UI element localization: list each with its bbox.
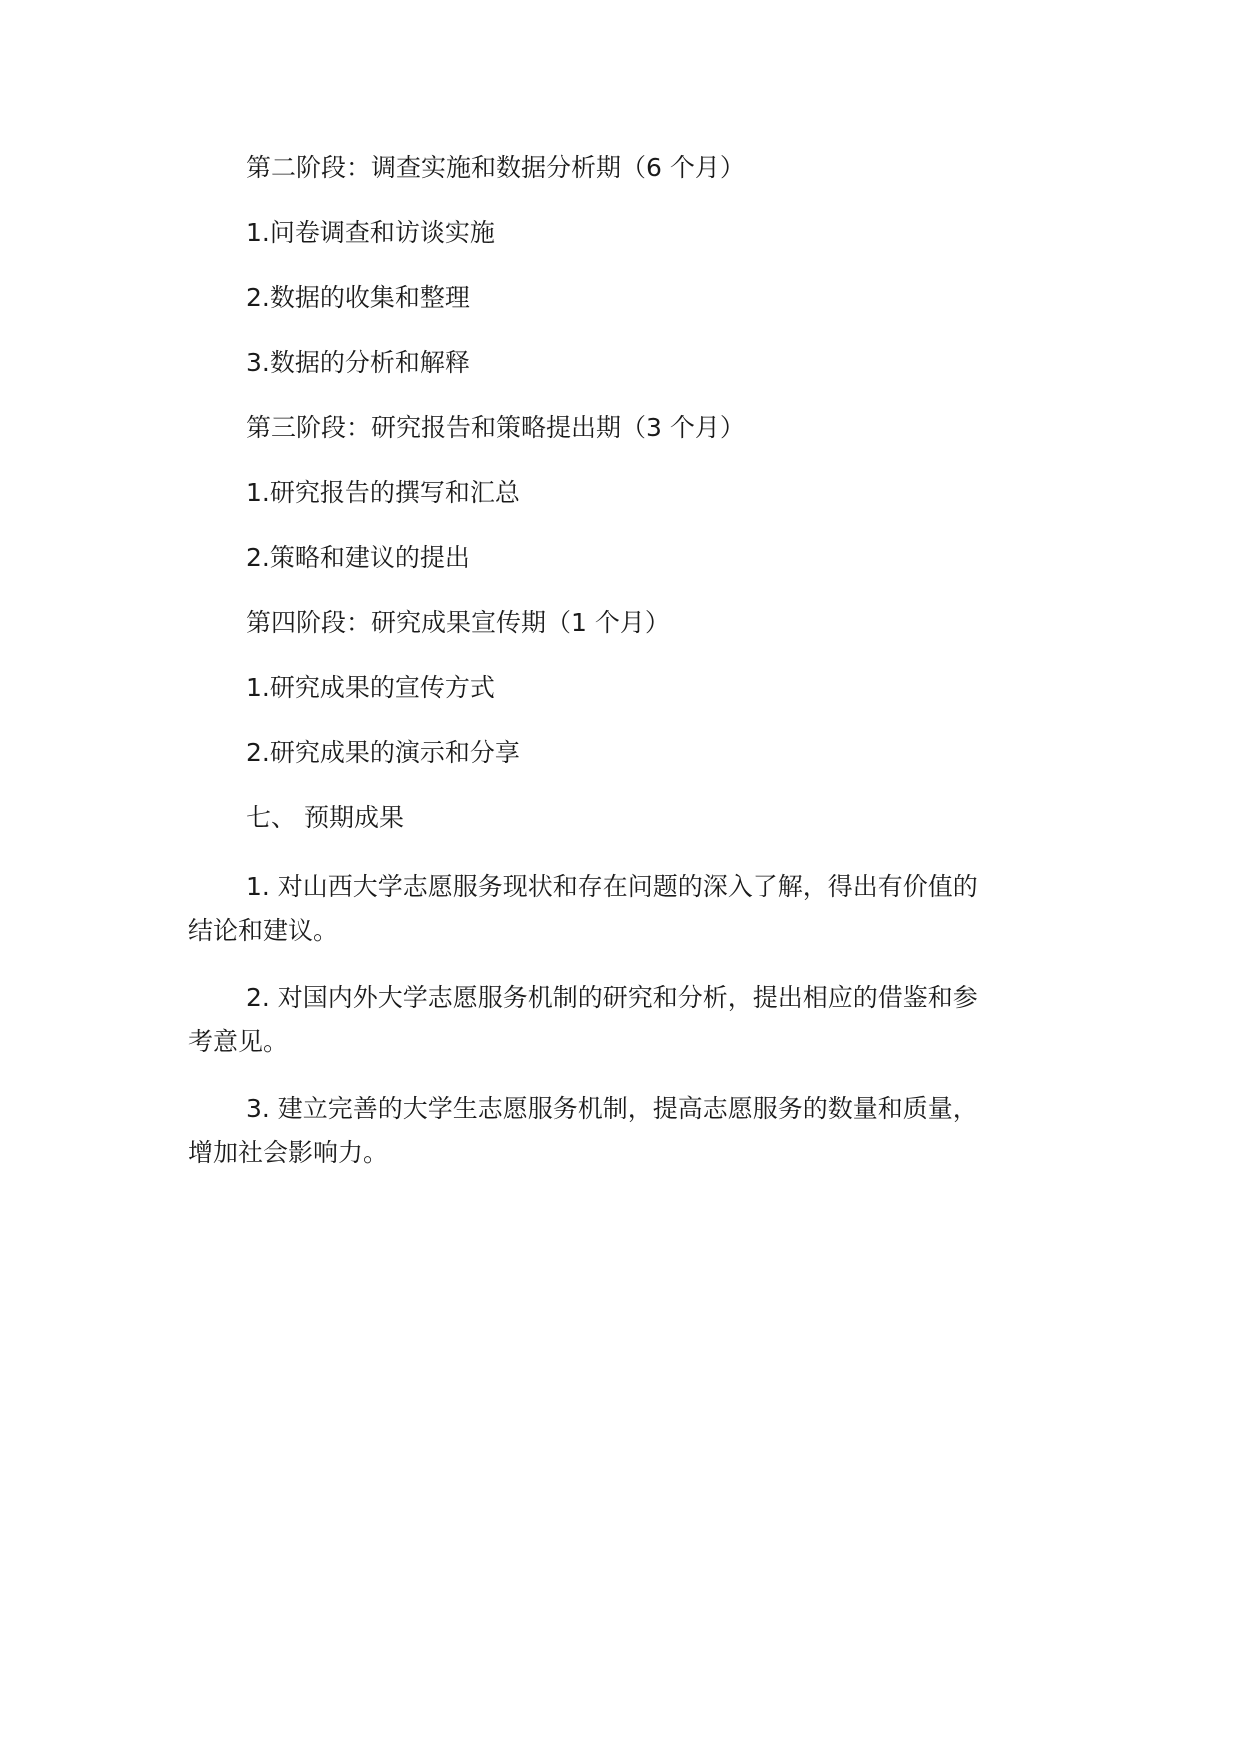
stage3-heading: 第三阶段：研究报告和策略提出期（3 个月） <box>246 413 745 442</box>
list-item: 1.问卷调查和访谈实施 <box>246 218 495 247</box>
list-item: 2.数据的收集和整理 <box>246 283 470 312</box>
document-body <box>188 150 1050 1198</box>
outcome-paragraph-3 <box>188 1087 1050 1175</box>
list-item: 2.策略和建议的提出 <box>246 543 470 572</box>
section7-heading: 七、 预期成果 <box>246 803 404 832</box>
outcome-line: 2. 对国内外大学志愿服务机制的研究和分析，提出相应的借鉴和参 <box>246 983 978 1012</box>
outcome-line: 考意见。 <box>188 1027 289 1056</box>
outcome-line: 1. 对山西大学志愿服务现状和存在问题的深入了解，得出有价值的 <box>246 872 978 901</box>
list-item: 3.数据的分析和解释 <box>246 348 470 377</box>
list-item: 2.研究成果的演示和分享 <box>246 738 520 767</box>
list-item: 1.研究报告的撰写和汇总 <box>246 478 520 507</box>
outcome-line: 3. 建立完善的大学生志愿服务机制，提高志愿服务的数量和质量， <box>246 1094 978 1123</box>
stage4-heading: 第四阶段：研究成果宣传期（1 个月） <box>246 608 670 637</box>
list-item: 1.研究成果的宣传方式 <box>246 673 495 702</box>
outcome-paragraph-1 <box>188 865 1050 953</box>
outcome-line: 结论和建议。 <box>188 916 339 945</box>
outcome-paragraph-2 <box>188 976 1050 1064</box>
outcome-line: 增加社会影响力。 <box>188 1138 389 1167</box>
stage2-heading: 第二阶段：调查实施和数据分析期（6 个月） <box>246 153 745 182</box>
